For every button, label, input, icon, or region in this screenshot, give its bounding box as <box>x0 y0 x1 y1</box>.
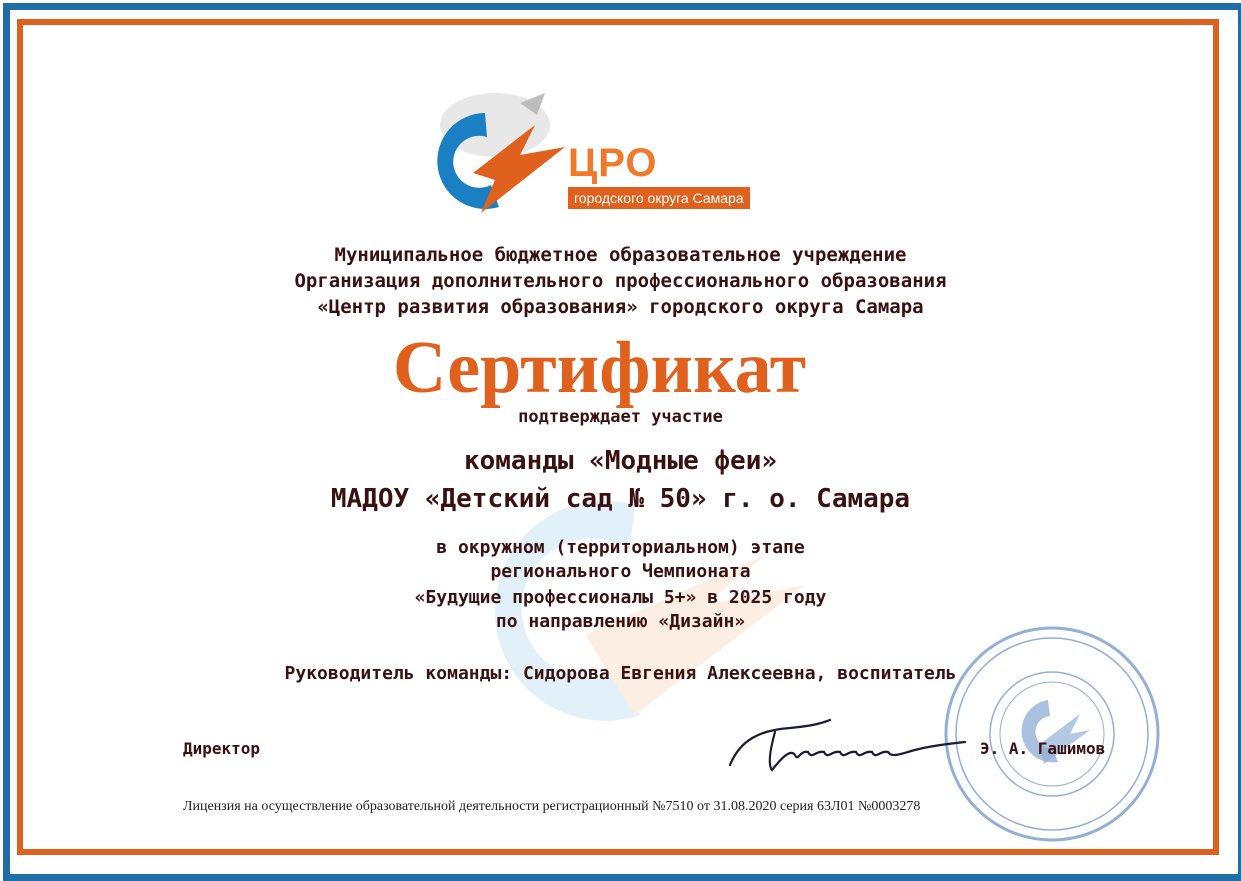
director-label: Директор <box>183 739 261 758</box>
stage-line-1: в окружном (территориальном) этапе <box>436 537 805 558</box>
cro-logo <box>425 85 775 220</box>
school-name: МАДОУ «Детский сад № 50» г. о. Самара <box>330 484 911 514</box>
license-text: Лицензия на осуществление образовательной деятельности регистрационный №7510 от 31.08.2020 серия 63Л01 №0003278 <box>183 799 921 814</box>
stage-line-2: регионального Чемпионата <box>490 561 751 582</box>
stage-line-4: по направлению «Дизайн» <box>495 611 746 632</box>
team-name: команды «Модные феи» <box>463 446 778 476</box>
organization-line-3: «Центр развития образования» городского округа Самара <box>317 296 924 318</box>
organization-line-1: Муниципальное бюджетное образовательное учреждение <box>334 244 907 266</box>
confirms-participation-text: подтверждает участие <box>518 407 723 427</box>
logo-subtitle: городского округа Самара <box>568 187 750 209</box>
organization-line-2: Организация дополнительного профессионального образования <box>294 270 947 292</box>
team-leader: Руководитель команды: Сидорова Евгения Алексеевна, воспитатель <box>284 663 957 684</box>
logo-name: ЦРО <box>568 141 658 185</box>
certificate-title: Сертификат <box>392 327 807 409</box>
signature-icon <box>720 710 980 780</box>
stage-line-3: «Будущие профессионалы 5+» в 2025 году <box>414 587 827 608</box>
director-name: Э. А. Гашимов <box>980 739 1106 758</box>
